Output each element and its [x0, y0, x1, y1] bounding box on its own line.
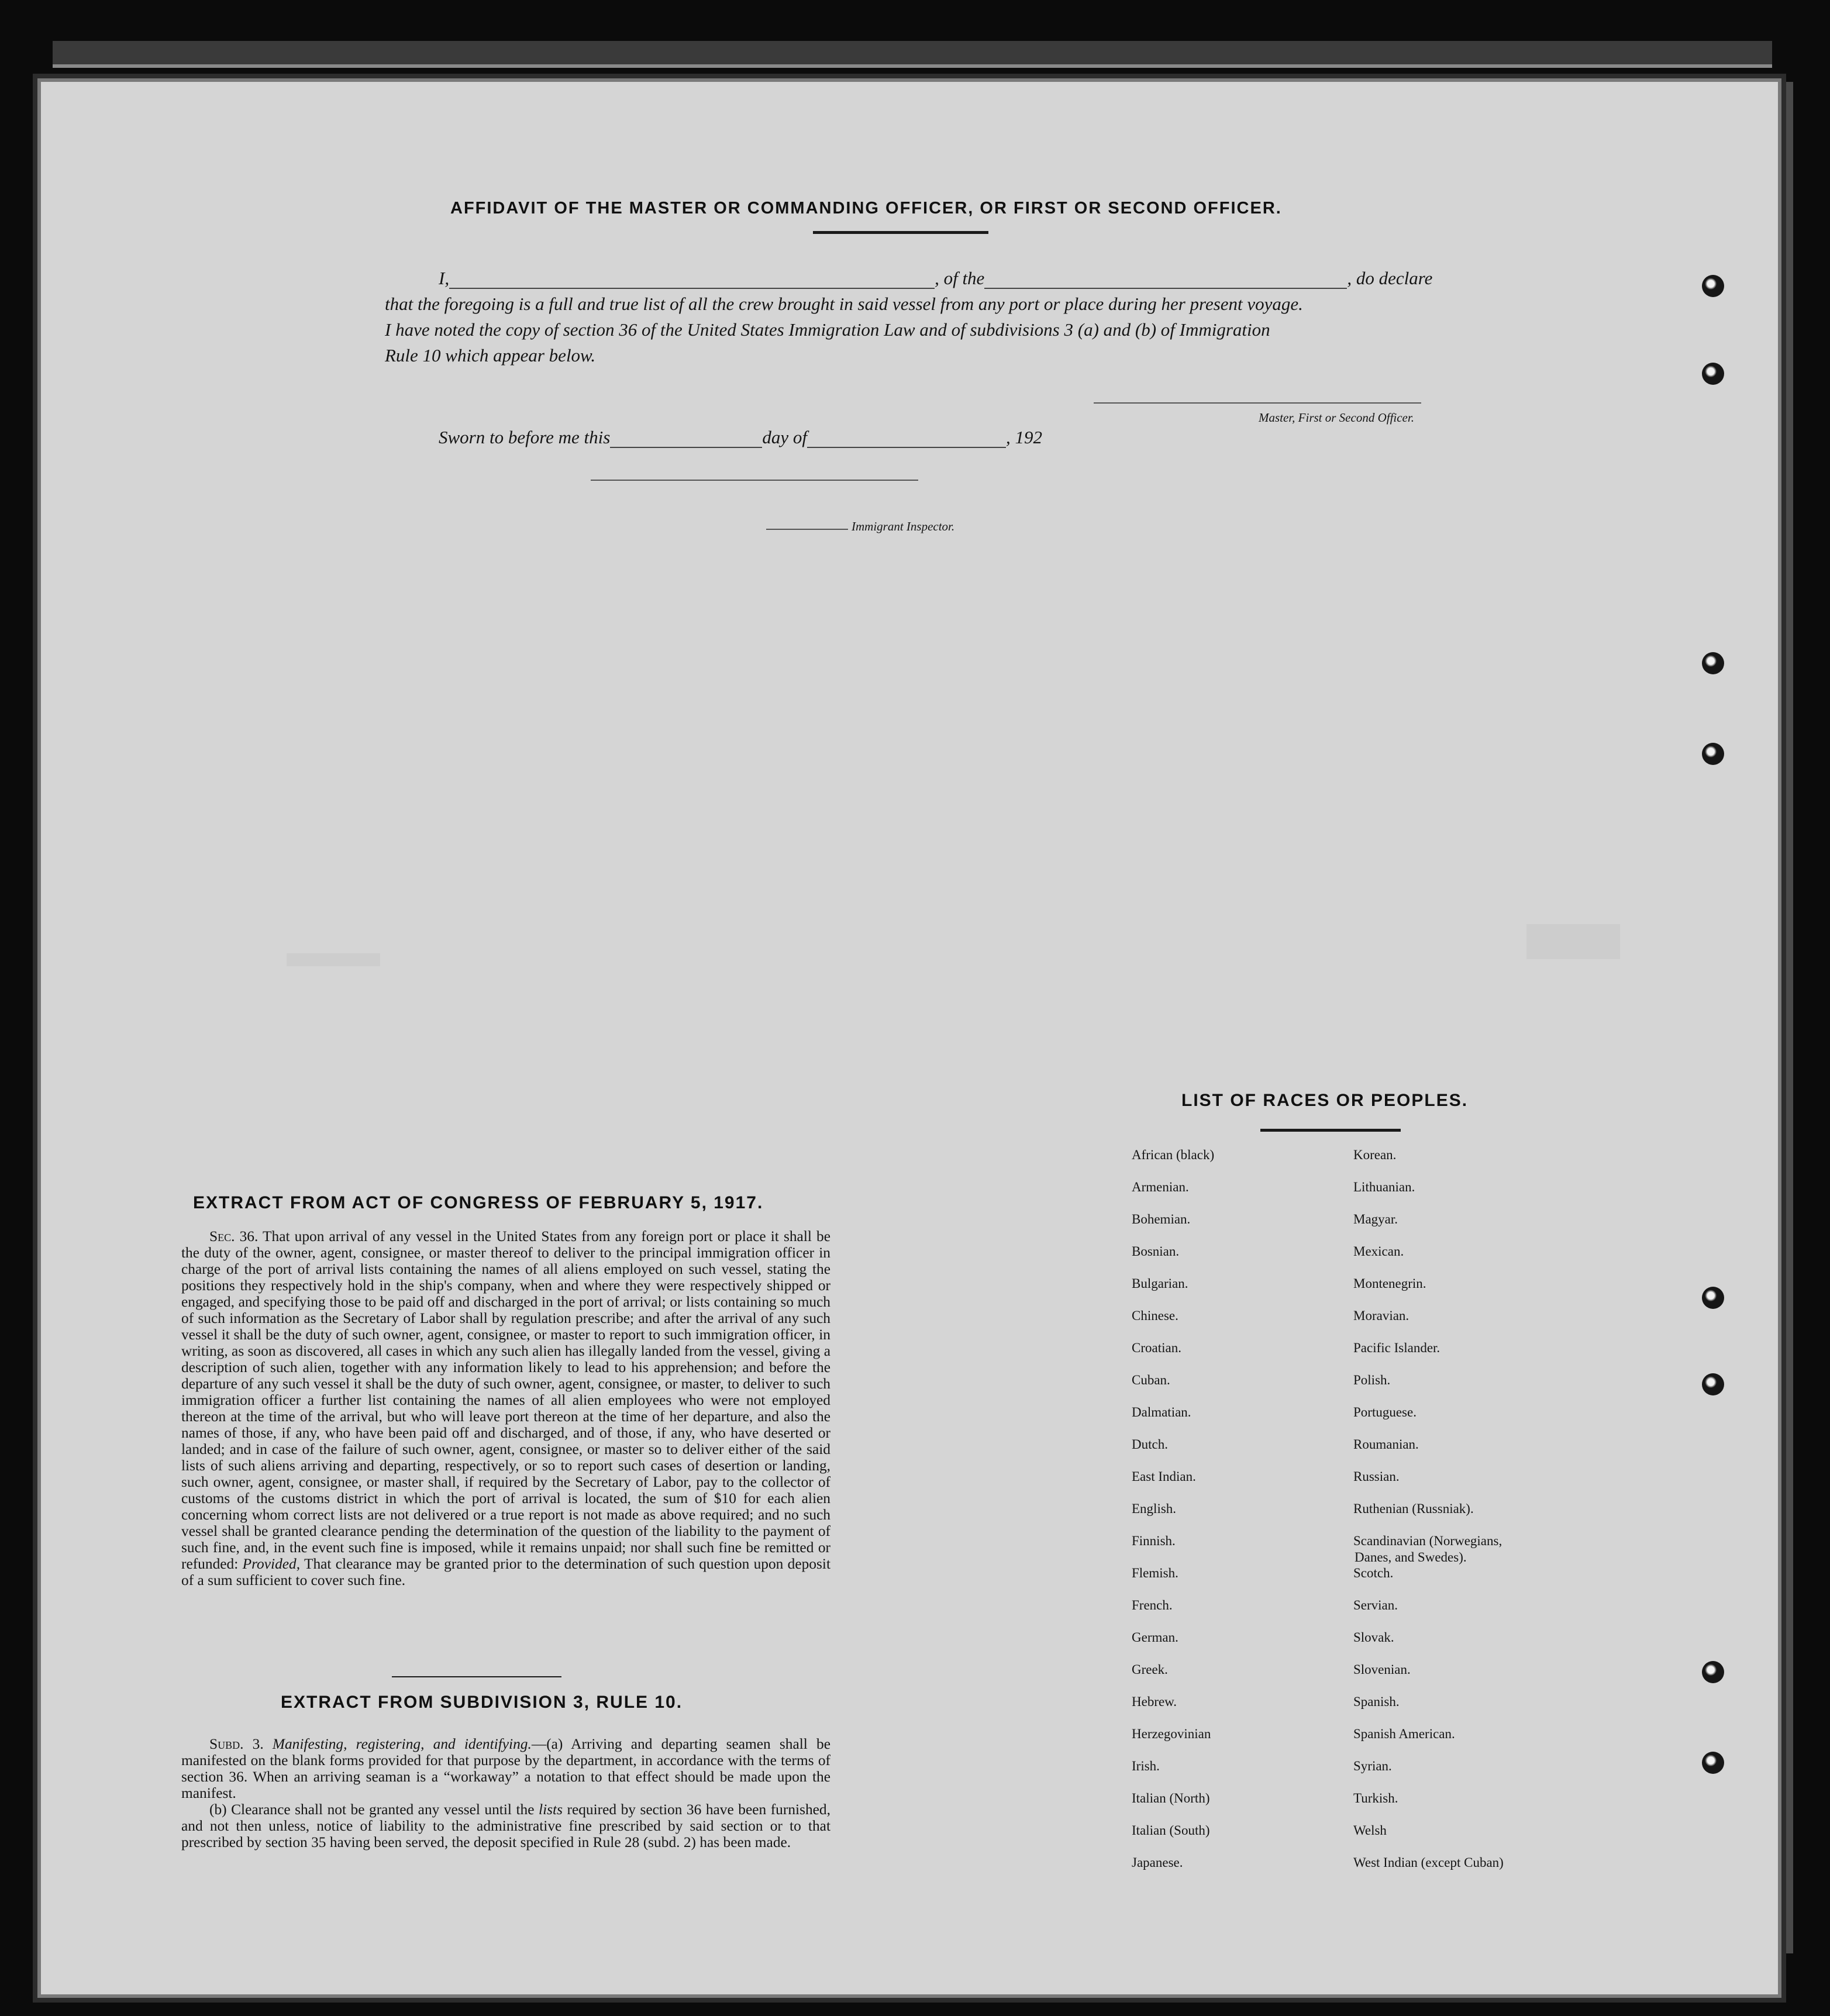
page-stack-edge-right: [1778, 82, 1793, 1953]
race-item: Dalmatian.: [1132, 1405, 1191, 1419]
bleed-through-mark: [1526, 924, 1620, 959]
workaway-term: “workaway”: [443, 1769, 519, 1785]
clause-b-label: (b): [209, 1801, 227, 1818]
race-item: Lithuanian.: [1353, 1180, 1415, 1194]
race-scandinavian-continued: Danes, and Swedes).: [1355, 1550, 1467, 1564]
punch-hole-icon: [1702, 1661, 1724, 1683]
punch-hole-icon: [1702, 1752, 1724, 1774]
proviso-label: Provided,: [242, 1556, 301, 1572]
race-item: French.: [1132, 1598, 1173, 1612]
master-caption: Master, First or Second Officer.: [1259, 411, 1414, 425]
affidavit-line-3: I have noted the copy of section 36 of the United States Immigration Law and of subdivisions 3 (a) and (b) of Immigration: [385, 319, 1270, 340]
clause-b-text: Clearance shall not be granted any vessel until the: [231, 1801, 535, 1818]
race-item: Scotch.: [1353, 1566, 1394, 1580]
extract-rule-title: EXTRACT FROM SUBDIVISION 3, RULE 10.: [281, 1693, 683, 1712]
punch-hole-icon: [1702, 652, 1724, 674]
race-item: Russian.: [1353, 1469, 1400, 1484]
clause-a-text: Arriving and departing seamen shall be manifested on the blank forms provided for that purpose by the department, in accordance with the terms of section 36. When an arriving seaman is a: [181, 1736, 830, 1785]
race-item: Cuban.: [1132, 1373, 1170, 1387]
punch-hole-icon: [1702, 1373, 1724, 1395]
affidavit-i-label: I,: [439, 268, 450, 288]
do-declare-label: , do declare: [1347, 268, 1433, 288]
sworn-day-label: day of: [762, 427, 807, 447]
race-item: Croatian.: [1132, 1340, 1181, 1355]
subdivision-label: Subd. 3.: [209, 1736, 264, 1752]
race-item: Portuguese.: [1353, 1405, 1417, 1419]
race-item: Turkish.: [1353, 1791, 1398, 1805]
race-item: Irish.: [1132, 1759, 1160, 1773]
race-item: Moravian.: [1353, 1308, 1409, 1323]
race-item: Magyar.: [1353, 1212, 1398, 1226]
inspector-caption-rule: [766, 529, 848, 530]
races-title: LIST OF RACES OR PEOPLES.: [1181, 1091, 1469, 1110]
affidavit-title: AFFIDAVIT OF THE MASTER OR COMMANDING OFFICER, OR FIRST OR SECOND OFFICER.: [450, 199, 1282, 218]
race-item: Ruthenian (Russniak).: [1353, 1501, 1474, 1516]
race-item: Italian (South): [1132, 1823, 1210, 1838]
section-label: Sec. 36.: [209, 1228, 259, 1245]
section-body: That upon arrival of any vessel in the United States from any foreign port or place it shall be the duty of the owner, agent, consignee, or master thereof to deliver to the principal immigration officer in charge of the port of arrival lists containing the names of all aliens employed on such vessel, stating the positions they respectively hold in the ship's company, when and where they were respectively shipped or engaged, and specifying those to be paid off and discharged in the port of arrival; or lists containing so much of such information as the Secretary of Labor shall by regulation prescribe; and after the arrival of any such vessel it shall be the duty of such owner, agent, consignee, or master to report to such immigration officer, in writing, as soon as discovered, all cases in which any such alien has illegally landed from the vessel, giving a description of such alien, together with any information likely to lead to his apprehension; and before the departure of any such vessel it shall be the duty of such owner, agent, consignee, or master, to deliver to such immigration officer a further list containing the names of all alien employees who were not employed thereon at the time of the arrival, but who will leave port thereon at the time of her departure, and also the names of those, if any, who have been paid off and discharged, and of those, if any, who have deserted or landed; and in case of the failure of such owner, agent, consignee, or master so to deliver either of the said lists of such aliens arriving and departing, respectively, or so to report such cases of desertion or landing, such owner, agent, consignee, or master shall, if required by the Secretary of Labor, pay to the collector of customs of the customs district in which the port of arrival is located, the sum of $10 for each alien concerning whom correct lists are not delivered or a true report is not made as above required; and no such vessel shall be granted clearance pending the determination of the question of the liability to the payment of such fine, and, in the event such fine is imposed, while it remains unpaid; nor shall such fine be remitted or refunded:: [181, 1228, 831, 1572]
inspector-signature-line[interactable]: [591, 480, 918, 481]
of-the-label: , of the: [935, 268, 985, 288]
race-item: Syrian.: [1353, 1759, 1392, 1773]
inspector-caption: Immigrant Inspector.: [852, 519, 955, 533]
race-item: Scandinavian (Norwegians,: [1353, 1533, 1502, 1548]
race-item: Slovenian.: [1353, 1662, 1411, 1677]
race-item: Italian (North): [1132, 1791, 1210, 1805]
races-underline: [1260, 1129, 1401, 1132]
race-item: Welsh: [1353, 1823, 1387, 1838]
race-item: German.: [1132, 1630, 1178, 1645]
race-item: Spanish.: [1353, 1694, 1400, 1709]
race-item: Bulgarian.: [1132, 1276, 1188, 1291]
clause-a-text-end: a notation to that effect should be made upon the manifest.: [181, 1769, 831, 1801]
sworn-year-label: , 192: [1005, 427, 1042, 447]
rule-10-text: [181, 1736, 830, 1850]
race-item: English.: [1132, 1501, 1177, 1516]
sworn-month-field[interactable]: [807, 429, 1006, 448]
race-item: Dutch.: [1132, 1437, 1168, 1452]
clause-a-label: —(a): [531, 1736, 563, 1752]
affidavit-line-4: Rule 10 which appear below.: [385, 345, 596, 366]
race-item: Finnish.: [1132, 1533, 1176, 1548]
race-item: African (black): [1132, 1147, 1215, 1162]
proviso-text: That clearance may be granted prior to the determination of such question upon deposit of a sum sufficient to cover such fine.: [181, 1556, 830, 1588]
race-item: Roumanian.: [1353, 1437, 1419, 1452]
race-item: Bohemian.: [1132, 1212, 1191, 1226]
officer-name-field[interactable]: [449, 270, 935, 289]
race-item: East Indian.: [1132, 1469, 1196, 1484]
master-signature-line[interactable]: [1094, 402, 1421, 404]
race-item: Polish.: [1353, 1373, 1391, 1387]
extract-act-title: EXTRACT FROM ACT OF CONGRESS OF FEBRUARY 5, 1917.: [193, 1193, 764, 1212]
lists-term: lists: [539, 1801, 563, 1818]
sworn-prefix: Sworn to before me this: [439, 427, 611, 447]
race-item: Mexican.: [1353, 1244, 1404, 1259]
race-item: Slovak.: [1353, 1630, 1394, 1645]
race-item: Greek.: [1132, 1662, 1168, 1677]
bleed-through-mark: [287, 953, 380, 966]
race-item: Armenian.: [1132, 1180, 1189, 1194]
race-item: Chinese.: [1132, 1308, 1178, 1323]
race-item: Flemish.: [1132, 1566, 1178, 1580]
race-item: Servian.: [1353, 1598, 1398, 1612]
affidavit-line-2: that the foregoing is a full and true list of all the crew brought in said vessel from any port or place during her present voyage.: [385, 294, 1303, 314]
race-item: Korean.: [1353, 1147, 1397, 1162]
page-stack-edge-top: [53, 41, 1772, 68]
race-item: Japanese.: [1132, 1855, 1183, 1870]
race-item: Spanish American.: [1353, 1726, 1455, 1741]
affidavit-line-1: [439, 268, 1432, 289]
punch-hole-icon: [1702, 743, 1724, 765]
document-page: [41, 82, 1778, 1994]
subdivision-heading: Manifesting, registering, and identifying.: [272, 1736, 532, 1752]
sworn-day-field[interactable]: [610, 429, 762, 448]
punch-hole-icon: [1702, 363, 1724, 385]
title-underline: [813, 231, 988, 234]
vessel-name-field[interactable]: [984, 270, 1347, 289]
race-item: Hebrew.: [1132, 1694, 1177, 1709]
separator-rule: [392, 1676, 561, 1677]
punch-hole-icon: [1702, 275, 1724, 297]
race-item: Herzegovinian: [1132, 1726, 1211, 1741]
punch-hole-icon: [1702, 1287, 1724, 1309]
race-item: Montenegrin.: [1353, 1276, 1426, 1291]
clause-b-text-end: required by section 36 have been furnished, and not then unless, notice of liability to the administrative fine prescribed by said section or to that prescribed by section 35 having been served, the deposit specified in Rule 28 (subd. 2) has been made.: [181, 1801, 830, 1850]
race-item: West Indian (except Cuban): [1353, 1855, 1504, 1870]
race-item: Pacific Islander.: [1353, 1340, 1440, 1355]
sworn-line: [439, 427, 1042, 448]
section-36-text: [181, 1228, 830, 1588]
race-item: Bosnian.: [1132, 1244, 1180, 1259]
